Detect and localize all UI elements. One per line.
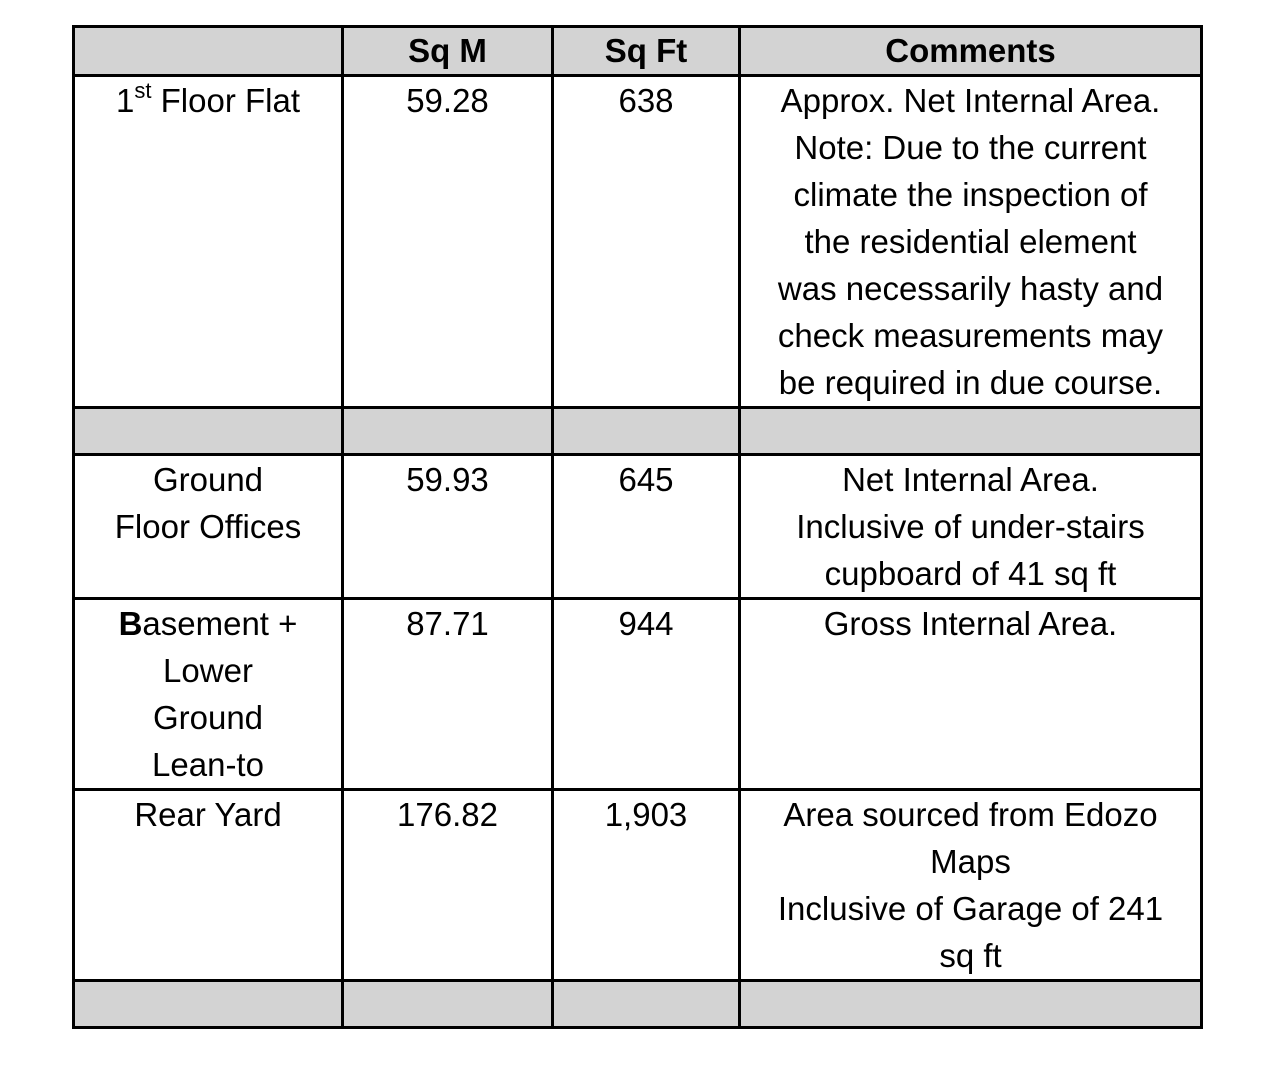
sq-ft-cell: 638: [553, 76, 740, 408]
sq-ft-cell: 1,903: [553, 790, 740, 981]
row-label-line: Ground: [152, 461, 264, 498]
comment-line: climate the inspection of: [793, 176, 1148, 213]
spacer-cell: [740, 408, 1202, 455]
comment-line: Inclusive of Garage of 241: [777, 890, 1164, 927]
header-cell-sq-ft: Sq Ft: [553, 27, 740, 76]
row-label-line: Ground: [152, 699, 264, 736]
spacer-cell: [74, 408, 343, 455]
table-body: [74, 76, 1202, 1028]
spacer-cell: [740, 981, 1202, 1028]
row-label-line: Rear Yard: [134, 796, 282, 833]
comments-cell: [740, 599, 1202, 790]
sq-ft-cell: 944: [553, 599, 740, 790]
spacer-cell: [553, 981, 740, 1028]
spacer-row: [74, 408, 1202, 455]
comment-line: Note: Due to the current: [794, 129, 1147, 166]
table-row-ground-floor-offices: [74, 455, 1202, 599]
row-label-rest: Floor Flat: [151, 82, 301, 119]
row-label-cell: [74, 599, 343, 790]
spacer-cell: [343, 408, 553, 455]
sq-m-cell: 176.82: [343, 790, 553, 981]
row-label-cell: [74, 76, 343, 408]
header-cell-sq-m: Sq M: [343, 27, 553, 76]
comment-line: Net Internal Area.: [842, 461, 1099, 498]
comments-cell: [740, 76, 1202, 408]
table-row-rear-yard: [74, 790, 1202, 981]
row-label-line: Lower: [163, 652, 253, 689]
row-label-first-floor: [115, 78, 301, 119]
row-label-line: [77, 600, 339, 647]
comment-line: Gross Internal Area.: [823, 605, 1118, 642]
area-table: [72, 25, 1203, 1029]
header-row: [74, 27, 1202, 76]
comment-line: Approx. Net Internal Area.: [780, 82, 1161, 119]
sq-m-cell: 59.93: [343, 455, 553, 599]
comment-line: cupboard of 41 sq ft: [824, 555, 1117, 592]
comment-line: be required in due course.: [778, 364, 1163, 401]
comment-line: check measurements may: [777, 317, 1164, 354]
row-label-rest: asement +: [142, 605, 298, 642]
comment-line: was necessarily hasty and: [777, 270, 1164, 307]
bold-initial: B: [118, 605, 143, 642]
table-row-first-floor-flat: [74, 76, 1202, 408]
ordinal-number: 1: [115, 82, 135, 119]
row-label-line: Floor Offices: [114, 508, 302, 545]
row-label-cell: [74, 790, 343, 981]
comments-cell: [740, 790, 1202, 981]
ordinal-suffix: st: [134, 78, 152, 103]
spacer-row: [74, 981, 1202, 1028]
spacer-cell: [553, 408, 740, 455]
sq-m-cell: 87.71: [343, 599, 553, 790]
comment-line: Maps: [930, 843, 1011, 880]
comment-line: Area sourced from Edozo: [783, 796, 1158, 833]
comment-line: the residential element: [804, 223, 1137, 260]
comments-cell: [740, 455, 1202, 599]
row-label-cell: [74, 455, 343, 599]
header-cell-comments: Comments: [740, 27, 1202, 76]
sq-m-cell: 59.28: [343, 76, 553, 408]
spacer-cell: [74, 981, 343, 1028]
sq-ft-cell: 645: [553, 455, 740, 599]
comment-line: sq ft: [939, 937, 1002, 974]
header-cell-blank: [74, 27, 343, 76]
spacer-cell: [343, 981, 553, 1028]
table-row-basement: [74, 599, 1202, 790]
comment-line: Inclusive of under-stairs: [796, 508, 1145, 545]
table-header: [74, 27, 1202, 76]
row-label-line: Lean-to: [152, 746, 264, 783]
